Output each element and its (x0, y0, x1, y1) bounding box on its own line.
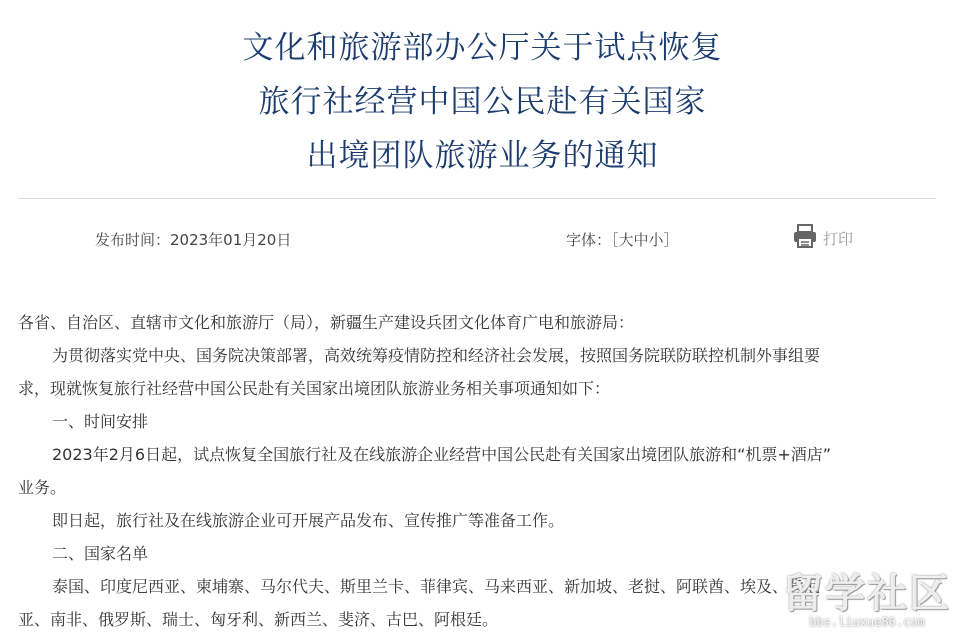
section-1-line-3: 即日起，旅行社及在线旅游企业可开展产品发布、宣传推广等准备工作。 (52, 511, 565, 530)
print-label: 打印 (823, 229, 854, 248)
publish-time: 发布时间：2023年01月20日 (95, 231, 292, 249)
countries-line-2: 亚、南非、俄罗斯、瑞士、匈牙利、新西兰、斐济、古巴、阿根廷。 (18, 610, 499, 629)
watermark-main: 留学社区 (783, 571, 951, 617)
title-line-3: 出境团队旅游业务的通知 (306, 138, 659, 174)
print-button[interactable] (791, 222, 853, 254)
section-2-heading: 二、国家名单 (52, 544, 149, 563)
section-1-heading: 一、时间安排 (52, 412, 149, 431)
printer-icon (791, 222, 819, 254)
intro-line-1: 为贯彻落实党中央、国务院决策部署，高效统筹疫情防控和经济社会发展，按照国务院联防联控机制外事组要 (52, 346, 821, 365)
title-line-2: 旅行社经营中国公民赴有关国家 (258, 84, 707, 120)
divider (18, 198, 936, 199)
salutation: 各省、自治区、直辖市文化和旅游厅（局），新疆生产建设兵团文化体育广电和旅游局： (18, 313, 635, 332)
watermark-url: bbs.liuxue86.com (809, 615, 925, 629)
section-1-line-1: 2023年2月6日起，试点恢复全国旅行社及在线旅游企业经营中国公民赴有关国家出境团队旅游和“机票+酒店” (52, 445, 832, 464)
font-size-selector[interactable]: 字体：［大中小］ (566, 231, 679, 249)
section-1-line-2: 业务。 (18, 478, 67, 497)
title-line-1: 文化和旅游部办公厅关于试点恢复 (242, 30, 723, 66)
intro-line-2: 求，现就恢复旅行社经营中国公民赴有关国家出境团队旅游业务相关事项通知如下： (18, 379, 611, 398)
countries-line-1: 泰国、印度尼西亚、柬埔寨、马尔代夫、斯里兰卡、菲律宾、马来西亚、新加坡、老挝、阿联酋、埃及、肯尼 (52, 577, 821, 596)
watermark-logo (783, 573, 951, 629)
